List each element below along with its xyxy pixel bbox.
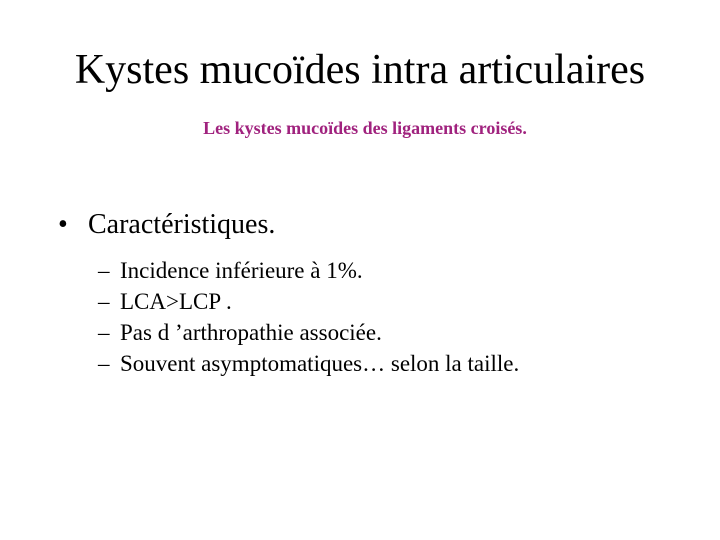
sub-bullet-item [98,255,519,286]
main-bullet [58,207,275,243]
sub-bullet-text: Incidence inférieure à 1%. [120,258,363,283]
dash-marker: – [98,258,110,283]
sub-bullet-text: Pas d ’arthropathie associée. [120,320,382,345]
dash-marker: – [98,320,110,345]
main-bullet-text: Caractéristiques. [88,209,276,240]
dash-marker: – [98,351,110,376]
slide-title: Kystes mucoïdes intra articulaires [74,47,646,93]
sub-bullet-text: Souvent asymptomatiques… selon la taille. [120,351,520,376]
sub-bullet-item [98,348,519,379]
dash-marker: – [98,289,110,314]
bullet-marker: • [58,209,68,240]
sub-bullet-list [98,255,519,379]
sub-bullet-item [98,286,519,317]
sub-bullet-text: LCA>LCP . [120,289,232,314]
sub-bullet-item [98,317,519,348]
slide-subtitle: Les kystes mucoïdes des ligaments croisés. [203,118,527,138]
